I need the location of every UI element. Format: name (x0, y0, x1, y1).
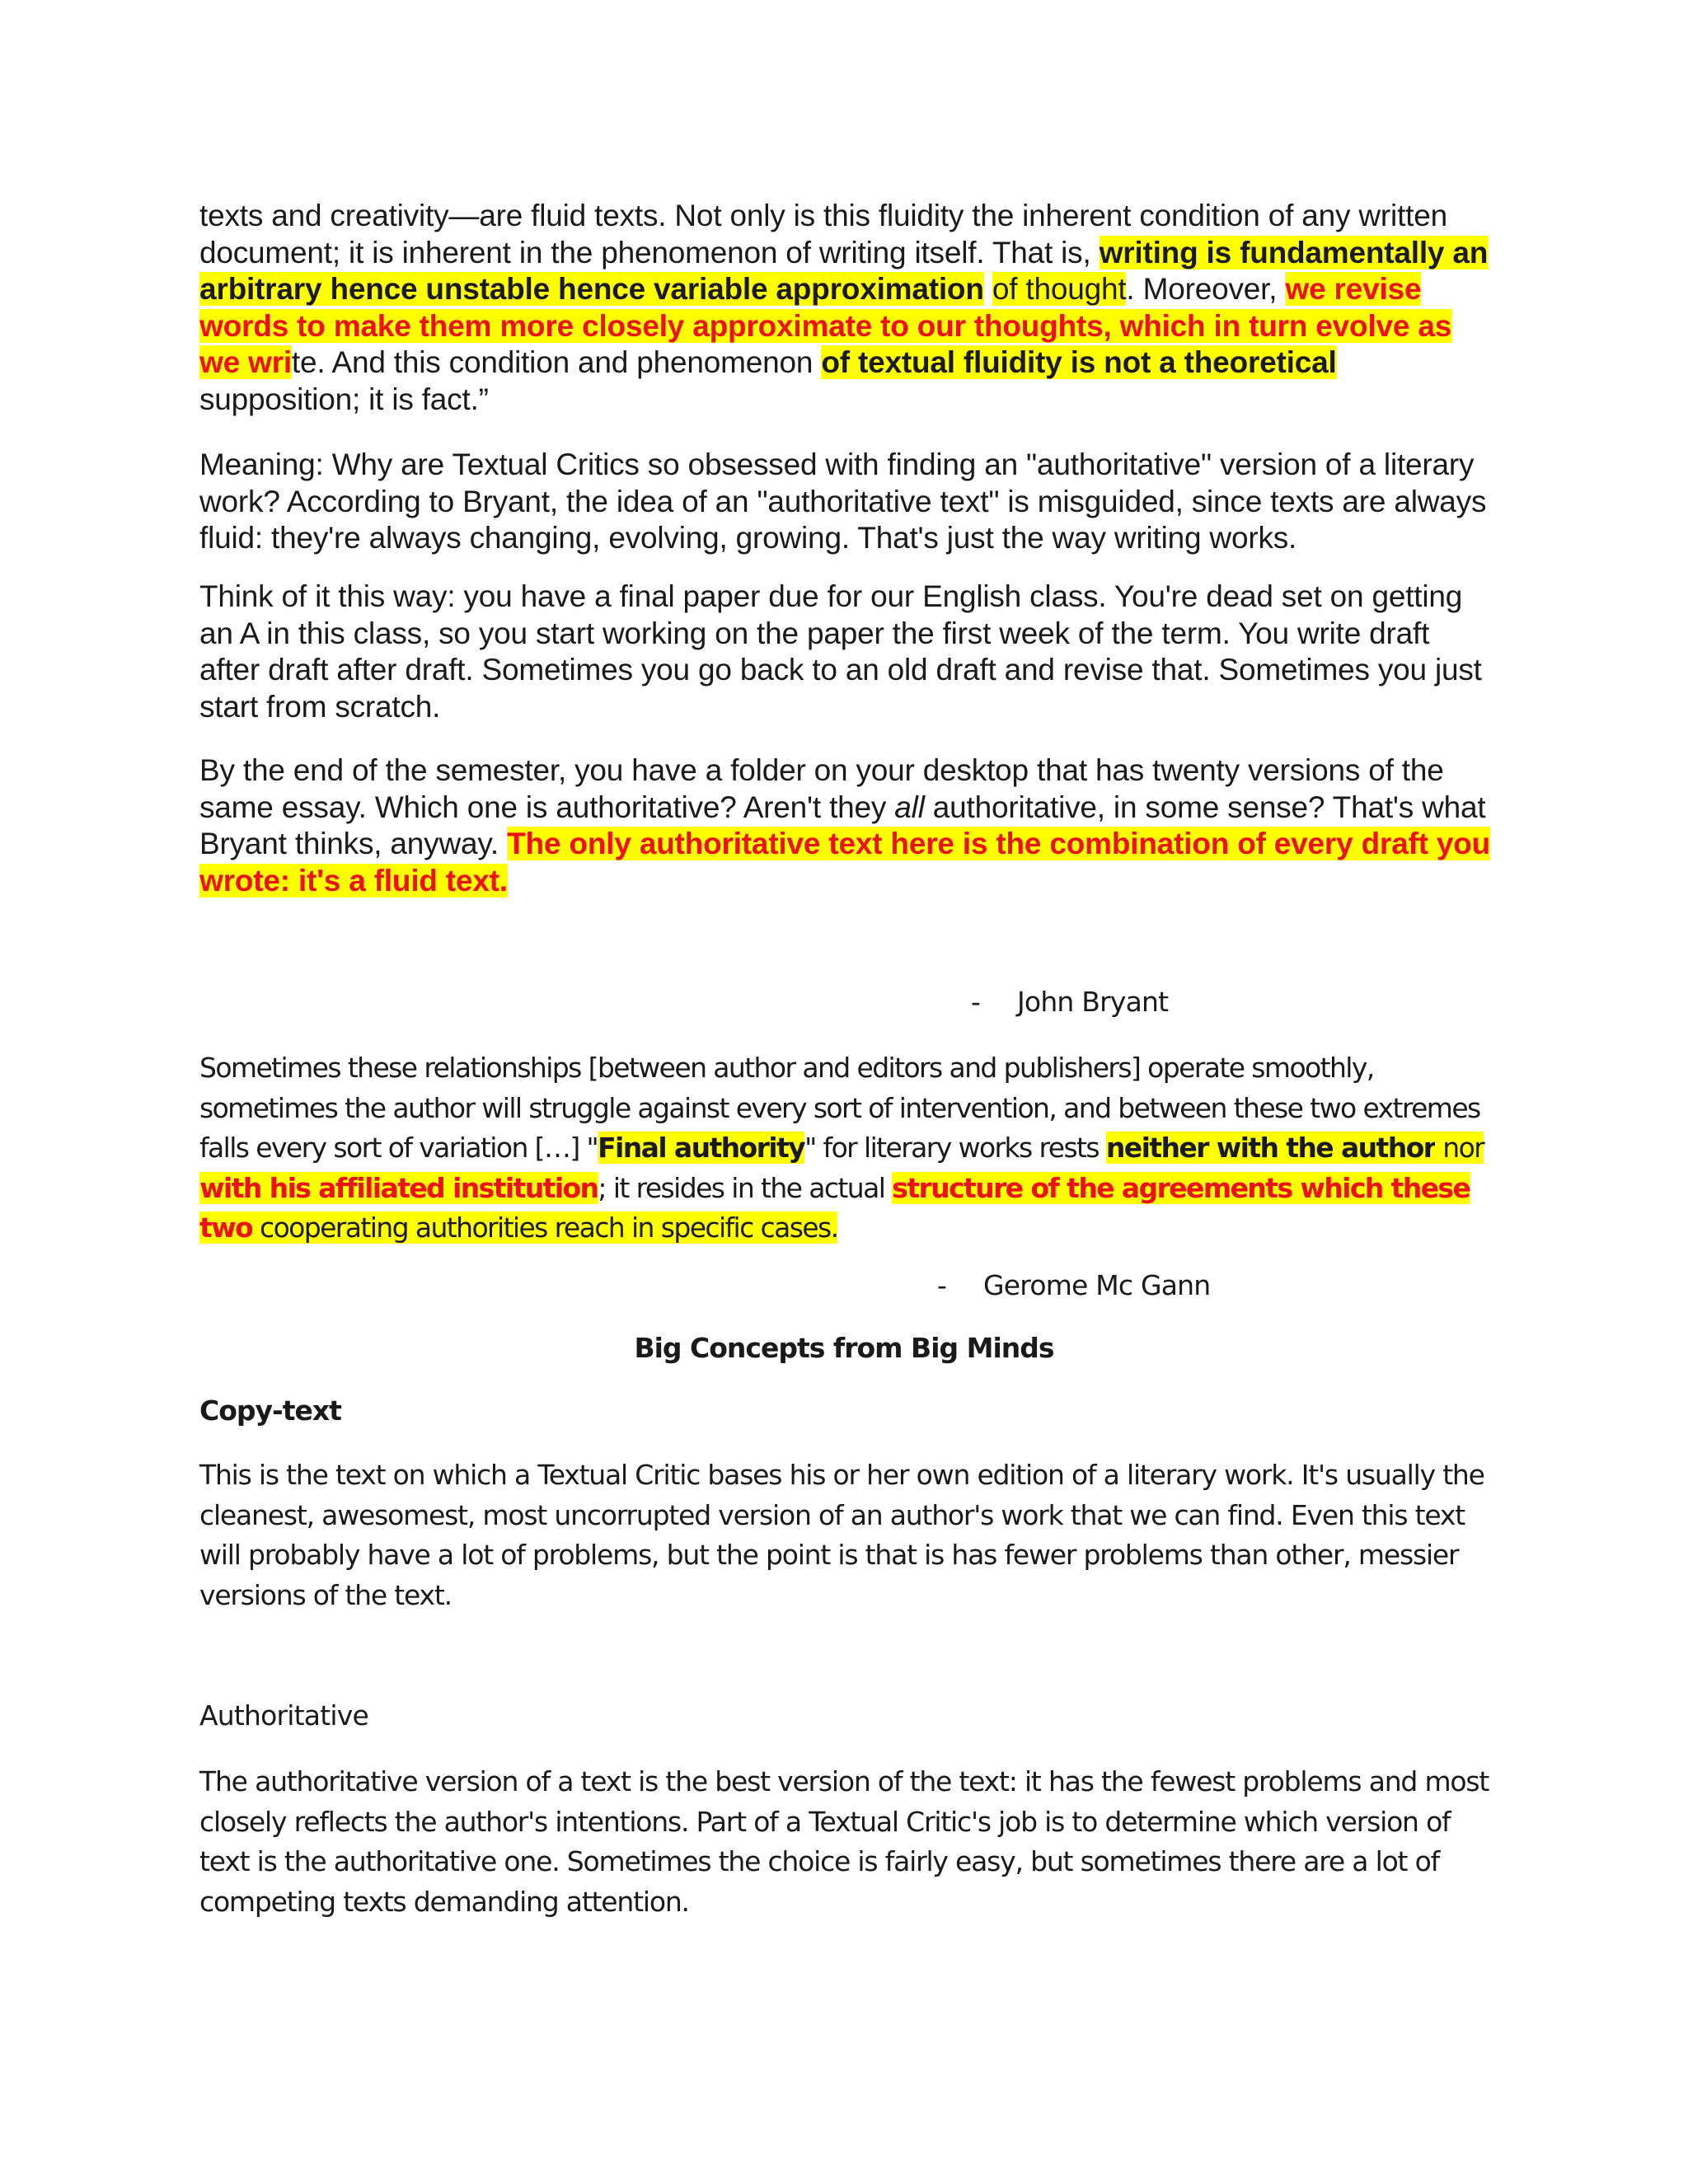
highlight-red-bold: structure of the agreements which these two (199, 1171, 1470, 1244)
highlight-red-bold: with his affiliated institution (199, 1171, 598, 1204)
authoritative-heading: Authoritative (199, 1699, 368, 1732)
highlight-red-bold: The only authoritative text here is the combination of every draft you wrote: it's a fluid text. (199, 827, 1490, 898)
bryant-quote-paragraph: texts and creativity—are fluid texts. Not only is this fluidity the inherent condition of any written document; it is inherent in the phenomenon of writing itself. That is, writing is fundamentally an arbitrary hence unstable hence variable approximation of thought. Moreover, we revise words to make them more closely approximate to our thoughts, which in turn evolve as we write. And this condition and phenomenon of textual fluidity is not a theoretical supposition; it is fact.” (199, 199, 1489, 416)
quote-text: texts and creativity—are fluid texts. Not only is this fluidity the inherent condition of any written document; it is inherent in the phenomenon of writing itself. That is, (199, 199, 1447, 269)
authoritative-body: The authoritative version of a text is the best version of the text: it has the fewest problems and most closely reflects the author's intentions. Part of a Textual Critic's job is to determine which version of text is the authoritative one. Sometimes the choice is fairly easy, but sometimes there are a lot of competing texts demanding attention. (199, 1765, 1489, 1918)
attribution-gerome-mcgann (937, 1269, 1210, 1301)
highlight-red-bold: we revise words to make them more closely approximate to our thoughts, which in turn evolve as we wri (199, 272, 1452, 379)
think-paragraph: Think of it this way: you have a final paper due for our English class. You're dead set on getting an A in this class, so you start working on the paper the first week of the term. You write draft after draft after draft. Sometimes you go back to an old draft and revise that. Sometimes you just start from scratch. (199, 579, 1482, 724)
meaning-paragraph: Meaning: Why are Textual Critics so obsessed with finding an "authoritative" version of a literary work? According to Bryant, the idea of an "authoritative text" is misguided, since texts are always fluid: they're always changing, evolving, growing. That's just the way writing works. (199, 448, 1487, 555)
attribution-name: John Bryant (1017, 986, 1169, 1018)
copytext-body: This is the text on which a Textual Critic bases his or her own edition of a literary work. It's usually the cleanest, awesomest, most uncorrupted version of an author's work that we can find. Even this text will probably have a lot of problems, but the point is that is has fewer problems than other, messier versions of the text. (199, 1459, 1484, 1611)
highlight-bold: writing is fundamentally an arbitrary hence unstable hence variable approximation (199, 235, 1489, 306)
section-heading: Big Concepts from Big Minds (634, 1332, 1054, 1364)
attribution-dash: - (971, 986, 981, 1018)
highlight: nor (1435, 1132, 1484, 1164)
copytext-heading: Copy-text (199, 1394, 341, 1427)
highlight-bold: neither with the author (1105, 1132, 1436, 1164)
semester-paragraph: By the end of the semester, you have a folder on your desktop that has twenty versions of the same essay. Which one is authoritative? Aren't they all authoritative, in some sense? That's what Bryant thinks, anyway. The only authoritative text here is the combination of every draft you wrote: it's a fluid text. (199, 753, 1490, 898)
attribution-john-bryant (971, 986, 1168, 1018)
highlight-bold: Final authority (598, 1132, 805, 1164)
mcgann-quote-paragraph: Sometimes these relationships [between author and editors and publishers] operate smoothly, sometimes the author will struggle against every sort of intervention, and between these two extremes falls every sort of variation […] "Final authority" for literary works rests neither with the author nor with his affiliated institution; it resides in the actual structure of the agreements which these two cooperating authorities reach in specific cases. (199, 1052, 1484, 1244)
highlight: cooperating authorities reach in specific cases. (252, 1212, 838, 1244)
attribution-name: Gerome Mc Gann (983, 1269, 1211, 1301)
emphasis: all (894, 790, 925, 824)
highlight-bold: of textual fluidity is not a theoretical (821, 345, 1337, 379)
attribution-dash: - (937, 1269, 947, 1301)
highlight: of thought (992, 272, 1127, 306)
